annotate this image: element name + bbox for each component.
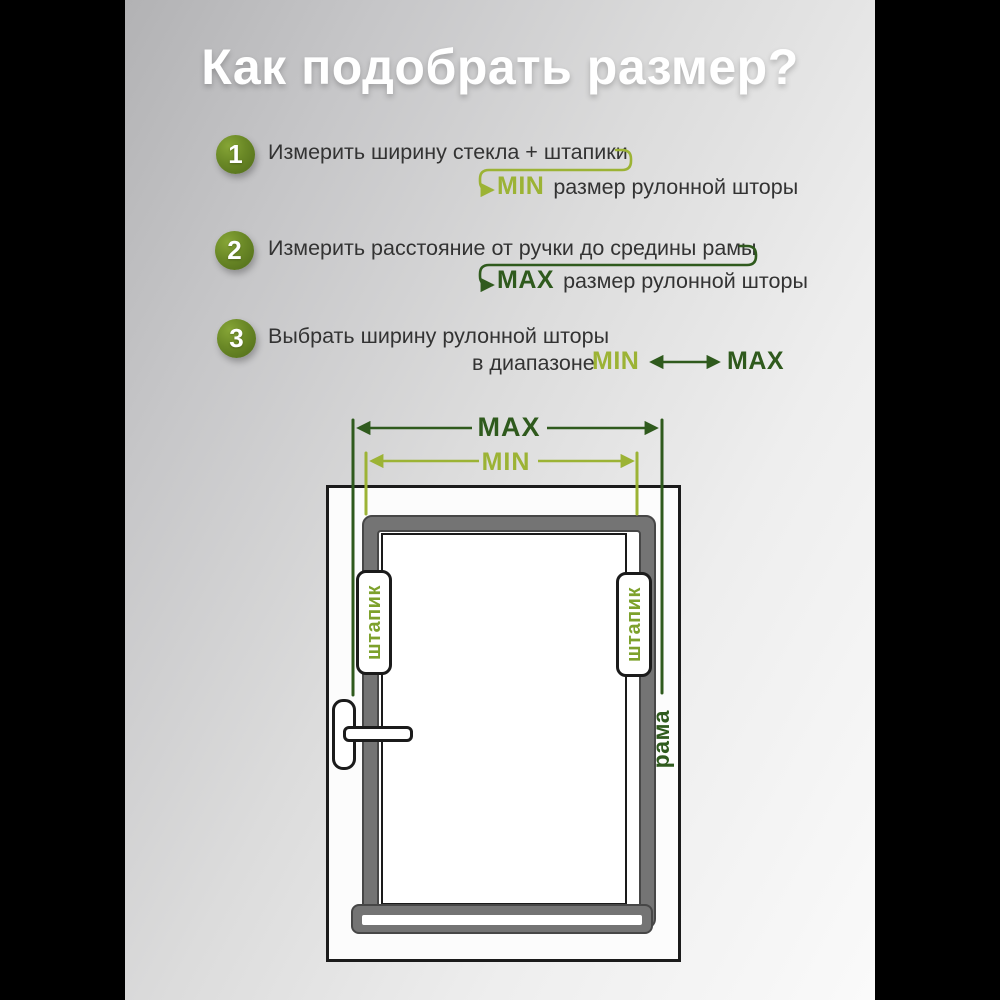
step2-number-badge: 2 bbox=[215, 231, 254, 270]
letterbox-left bbox=[0, 0, 125, 1000]
step2-text: Измерить расстояние от ручки до средины рамы bbox=[268, 236, 757, 260]
step1-min-keyword: MIN bbox=[497, 172, 545, 200]
step3-range-prefix: в диапазоне bbox=[472, 351, 595, 375]
step2-max-keyword: MAX bbox=[497, 266, 555, 294]
max-dimension-label: MAX bbox=[477, 412, 541, 442]
step3-range-min: MIN bbox=[592, 347, 640, 375]
frame-label bbox=[646, 698, 676, 780]
page-title: Как подобрать размер? bbox=[201, 39, 799, 95]
window-glass bbox=[381, 533, 627, 905]
window-bottom-rail-slot bbox=[362, 915, 642, 925]
glazing-bead-left bbox=[356, 570, 392, 675]
step3-number-badge: 3 bbox=[217, 319, 256, 358]
frame-label-text: рама bbox=[647, 709, 674, 769]
step1-number-badge: 1 bbox=[216, 135, 255, 174]
step2-result-line bbox=[497, 266, 808, 295]
step2-result-text: размер рулонной шторы bbox=[563, 269, 808, 293]
step3-range-max: MAX bbox=[727, 347, 785, 375]
window-handle-bar bbox=[343, 726, 413, 742]
step1-result-text: размер рулонной шторы bbox=[553, 175, 799, 199]
step1-result-line bbox=[497, 172, 798, 201]
step1-text: Измерить ширину стекла + штапики bbox=[268, 140, 628, 164]
letterbox-right bbox=[875, 0, 1000, 1000]
min-dimension-label: MIN bbox=[481, 448, 531, 476]
window-bottom-rail bbox=[351, 904, 653, 934]
step3-text: Выбрать ширину рулонной шторы bbox=[268, 324, 610, 348]
glazing-bead-right-label: штапик bbox=[622, 587, 645, 662]
glazing-bead-left-label: штапик bbox=[362, 585, 385, 660]
glazing-bead-right bbox=[616, 572, 652, 677]
